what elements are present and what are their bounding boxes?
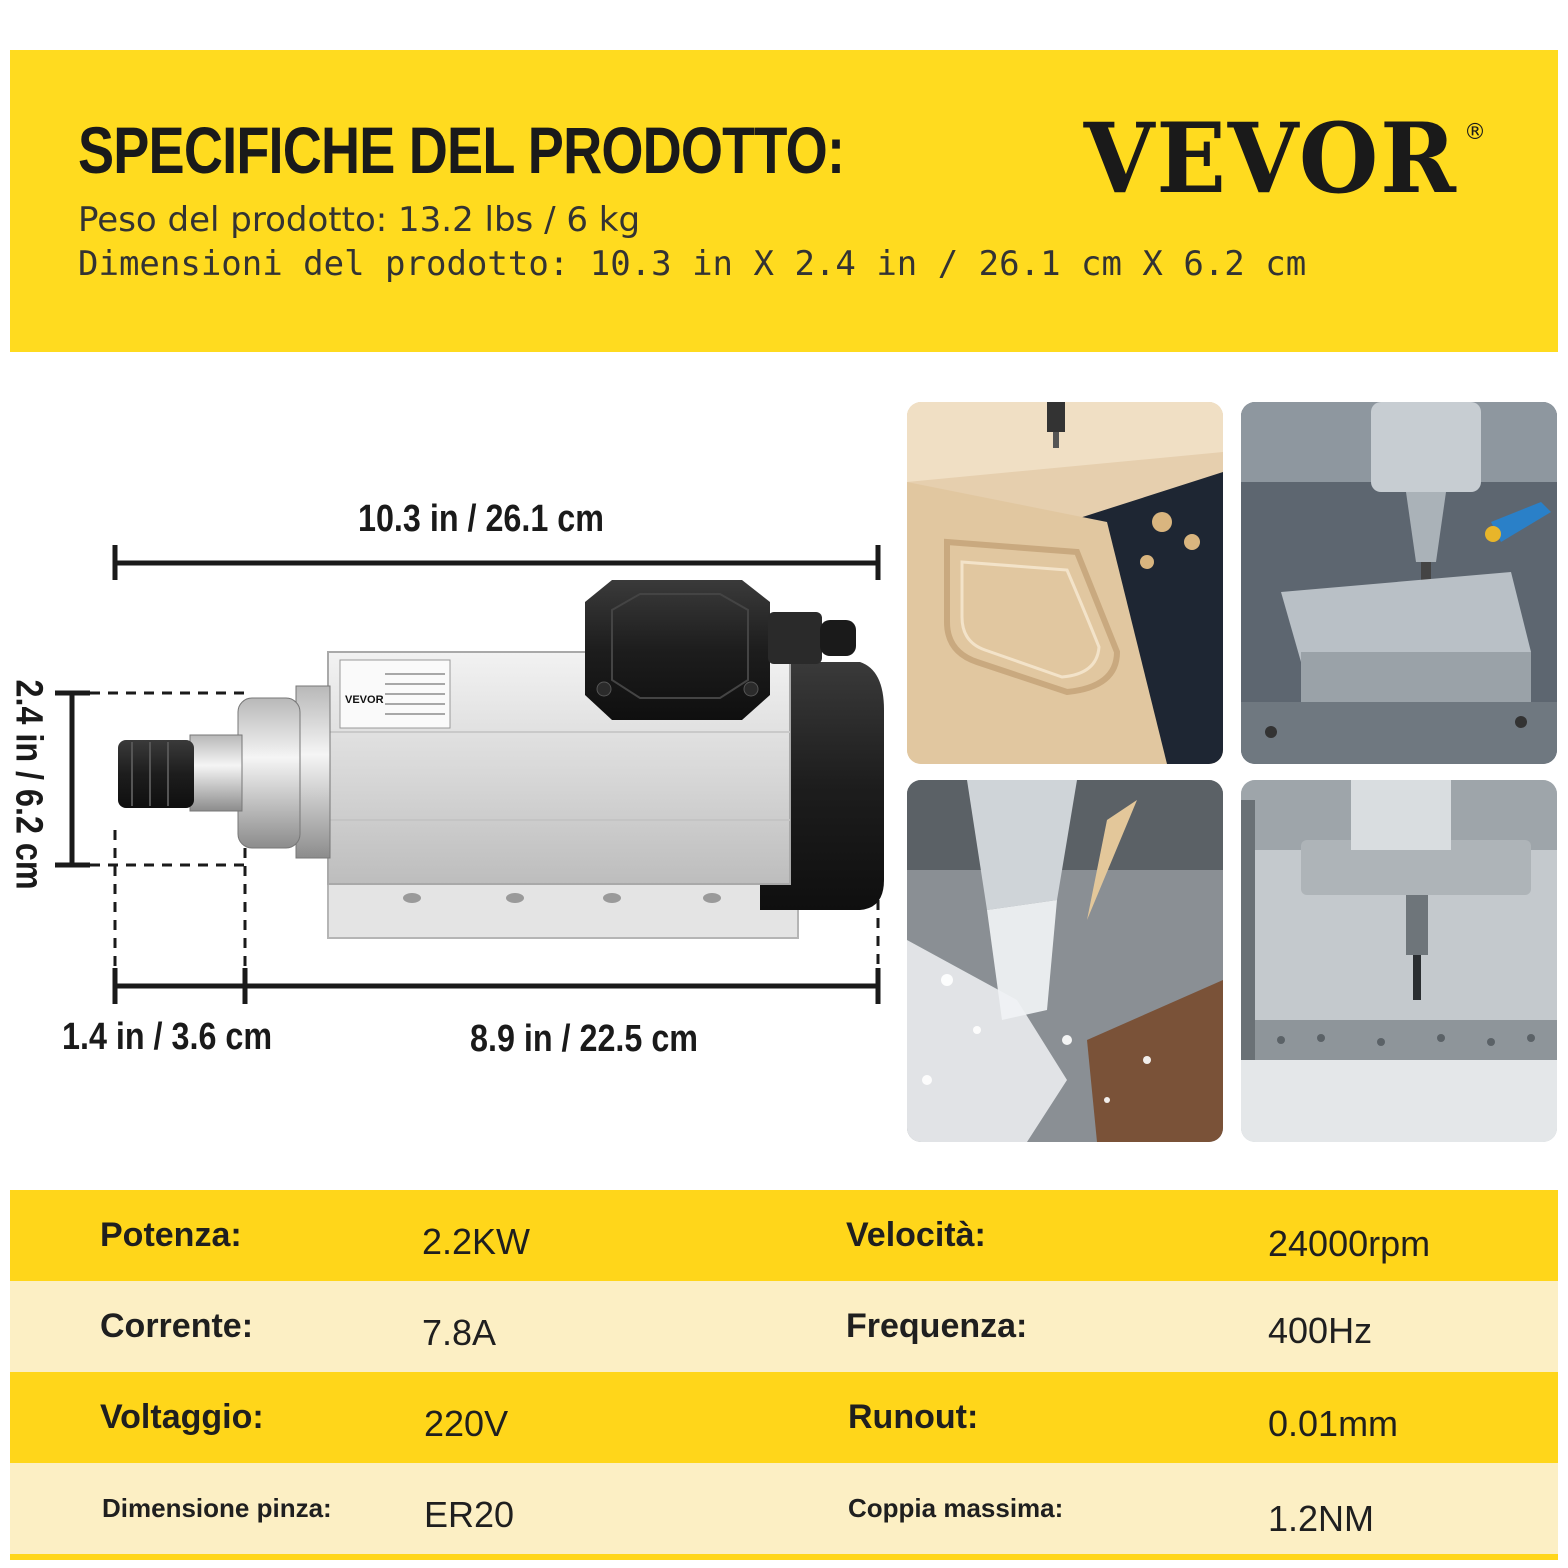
spec-label: Corrente:: [100, 1307, 254, 1345]
pcb-drilling-photo: [1241, 780, 1557, 1142]
spec-label: Voltaggio:: [100, 1398, 264, 1436]
registered-mark: ®: [1464, 120, 1486, 145]
page-title: SPECIFICHE DEL PRODOTTO:: [78, 113, 845, 187]
height-label: 2.4 in / 6.2 cm: [7, 679, 50, 890]
spec-value: 0.01mm: [1268, 1402, 1399, 1444]
collet-nut: [118, 740, 194, 808]
front-flange: [296, 686, 330, 858]
cable-gland: [768, 612, 822, 664]
spec-value: 2.2KW: [422, 1220, 531, 1262]
product-dimensions: Dimensioni del prodotto: 10.3 in X 2.4 in / 26.1 cm X 6.2 cm: [78, 244, 1307, 284]
brand-logo: VEVOR: [1083, 102, 1458, 215]
bottom-dimension-line: [115, 968, 878, 1004]
spec-value: 400Hz: [1268, 1309, 1373, 1351]
spec-label: Coppia massima:: [848, 1493, 1064, 1523]
spec-value: ER20: [424, 1493, 515, 1535]
spec-label: Runout:: [848, 1398, 979, 1436]
spec-row: [10, 1463, 1558, 1554]
spec-value: 1.2NM: [1268, 1497, 1375, 1539]
spec-value: 24000rpm: [1268, 1222, 1431, 1264]
coolant-milling-photo: [907, 780, 1223, 1142]
spec-label: Potenza:: [100, 1216, 242, 1254]
spec-label: Frequenza:: [846, 1307, 1028, 1345]
header-banner: [10, 50, 1558, 352]
length-label: 10.3 in / 26.1 cm: [358, 498, 604, 540]
length-dimension-line: [115, 545, 878, 580]
metal-milling-photo: [1241, 402, 1557, 764]
nameplate-brand: VEVOR: [345, 694, 384, 706]
spec-label: Velocità:: [846, 1216, 986, 1254]
spec-row: [10, 1281, 1558, 1372]
spec-row: [10, 1190, 1558, 1281]
collet-length-label: 1.4 in / 3.6 cm: [62, 1016, 273, 1058]
mounting-base: [328, 880, 798, 938]
product-dimension-diagram: [0, 380, 900, 1100]
wood-engraving-photo: [907, 402, 1223, 764]
product-weight: Peso del prodotto: 13.2 lbs / 6 kg: [78, 200, 641, 240]
spindle-drawing: [0, 380, 900, 1100]
height-dimension-line: [55, 693, 90, 865]
body-length-label: 8.9 in / 22.5 cm: [470, 1018, 699, 1060]
spec-value: 220V: [424, 1402, 509, 1444]
spec-label: Dimensione pinza:: [102, 1493, 332, 1523]
spec-row: [10, 1372, 1558, 1463]
spec-table: [10, 1190, 1558, 1560]
spec-value: 7.8A: [422, 1311, 497, 1353]
